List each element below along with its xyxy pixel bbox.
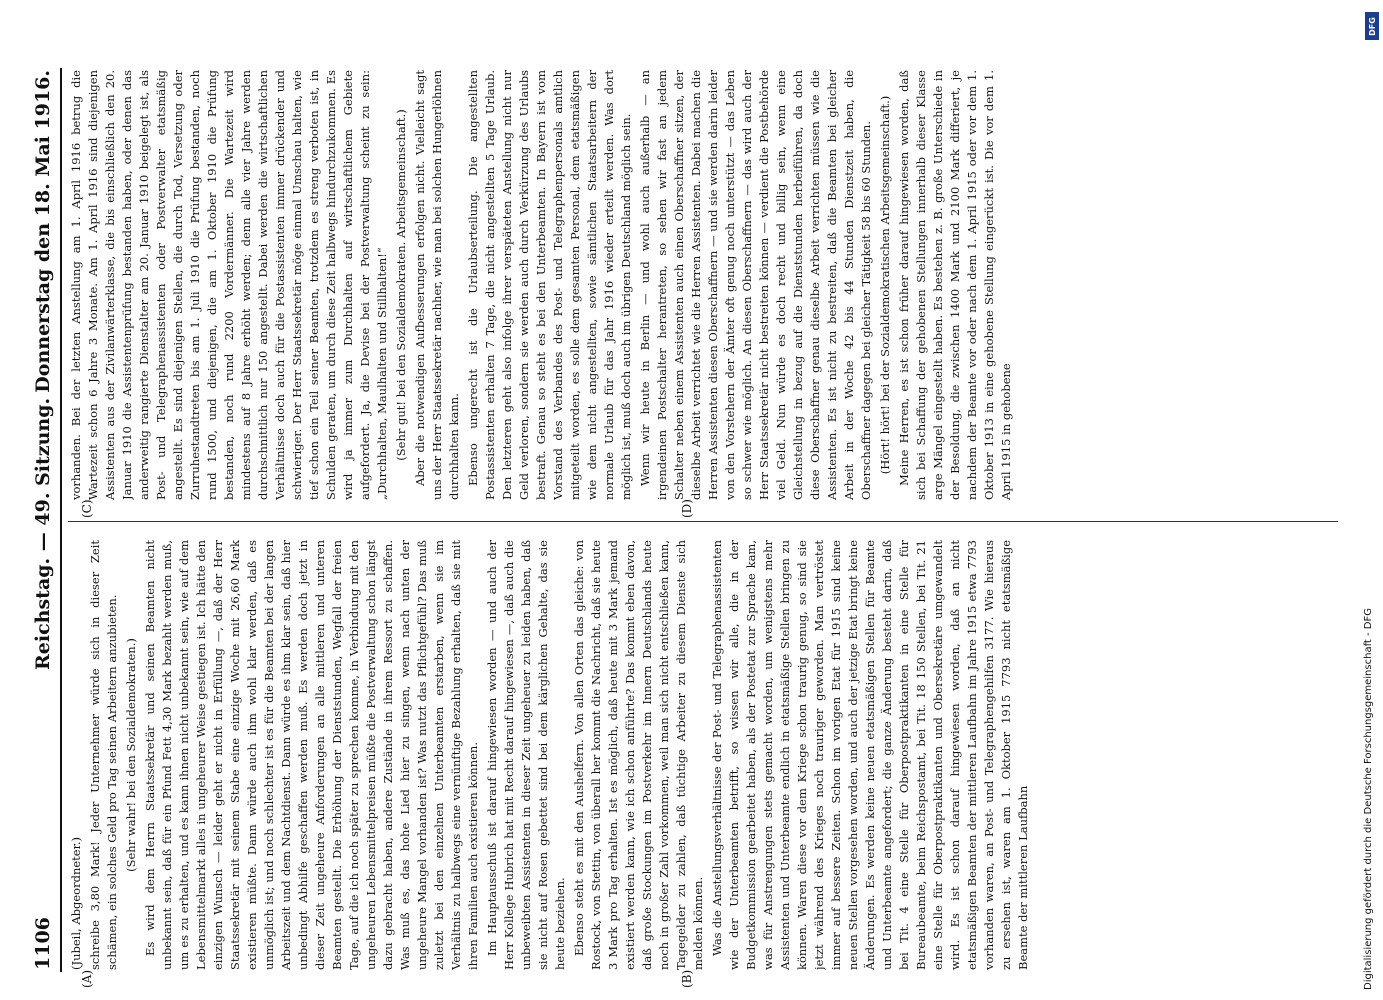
rotated-page [20, 50, 1360, 990]
margin-marker-d: (D) [680, 499, 694, 518]
paragraph: (Sehr wahr! bei den Sozialdemokraten.) [124, 638, 138, 872]
margin-marker-c: (C) [80, 499, 94, 518]
paragraph: Aber die notwendigen Aufbesserungen erfolgen nicht. Vielleicht sagt uns der Herr Staatssekretär nachher, wie man bei solchen Hungerlöhnen durchhalten kann. [413, 70, 461, 500]
header-rule [60, 68, 62, 972]
paragraph: (Sehr gut! bei den Sozialdemokraten. Arbeitsgemeinschaft.) [394, 109, 408, 461]
paragraph: vorhanden. Bei der letzten Anstellung am 1. April 1916 betrug die Wartezeit schon 6 Jahre 3 Monate. Am 1. April 1916 sind diejenigen Assistenten aus der Zivilanwärterklasse, die bis einschließlich den 20. Januar 1910 die Assistentenprüfung bestanden haben, oder denen das anderweitig rangierte Dienstalter am 20. Januar 1910 beigelegt ist, als Post- und Telegraphenassistenten oder Postverwalter etatsmäßig angestellt. Es sind diejenigen Stellen, die durch Tod, Versetzung oder Zurruhestandtreten bis am 1. Juli 1910 die Prüfung bestanden, noch rund 1500, und diejenigen, die am 1. Oktober 1910 die Prüfung bestanden, noch rund 2200 Vordermänner. Die Wartezeit wird mindestens auf 8 Jahre erhöht werden; denn alle vier Jahre werden durchschnittlich nur 150 angestellt. Dabei werden die wirtschaftlichen Verhältnisse doch auch für die Postassistenten immer drückender und schwieriger. Der Herr Staatssekretär möge einmal Umschau halten, wie tief schon ein Teil seiner Beamten, trotzdem es streng verboten ist, in Schulden geraten, um durch diese Zeit halbwegs hindurchzukommen. Es wird ja immer zum Durchhalten auf wirtschaftlichem Gebiete aufgefordert. Ja, die Devise bei der Postverwaltung scheint zu sein: „Durchhalten, Maulhalten und Stillhalten!“ [69, 70, 389, 500]
left-column [68, 540, 1348, 970]
right-column [68, 70, 1348, 500]
paragraph: Es wird dem Herrn Staatssekretär und seinen Beamten nicht unbekannt sein, daß für ein Pfund Fett 4,30 Mark bezahlt werden muß, um es zu erhalten, und es kann ihnen nicht unbekannt sein, wie auf dem Lebensmittelmarkt alles in ungeheurer Weise gestiegen ist. Ich hätte den einzigen Wunsch — leider geht er nicht in Erfüllung —, daß der Herr Staatssekretär mit seinem Stabe eine einzige Woche mit 26,60 Mark existieren müßte. Dann würde auch ihm wohl klar werden, daß es unmöglich ist; und noch schlechter ist es für die Beamten bei der langen Arbeitszeit und dem Nachtdienst. Dann würde es ihm klar sein, daß hier unbedingt Abhilfe geschaffen werden muß. Es werden doch jetzt in dieser Zeit ungeheure Anforderungen an alle mittleren und unteren Beamten gestellt. Die Erhöhung der Dienststunden, Wegfall der freien Tage, auf die ich noch später zu sprechen komme, in Verbindung mit den ungeheuren Lebensmittelpreisen müßte die Postverwaltung schon längst dazu gebracht haben, andere Zustände in ihrem Ressort zu schaffen. Was muß es, das hohe Lied hier zu singen, wenn nach unten der ungeheure Mangel vorhanden ist? Was nutzt das Pflichtgefühl? Das muß zuletzt bei den einzelnen Unterbeamten erstarben, wenn sie im Verhältnis zu halbwegs eine vernünftige Bezahlung erhalten, daß sie mit ihren Familien auch existieren können. [143, 540, 480, 970]
digitization-credit [1360, 10, 1378, 990]
paragraph: Meine Herren, es ist schon früher darauf hingewiesen worden, daß sich bei Schaffung der gehobenen Stellungen innerhalb dieser Klasse arge Mängel eingestellt haben. Es bestehen z. B. große Unterschiede in der Besoldung, die zwischen 1400 Mark und 2100 Mark differiert, je nachdem der Beamte vor oder nach dem 1. April 1915 oder vor dem 1. Oktober 1913 in eine gehobene Stellung eingerückt ist. Die vor dem 1. April 1915 in gehobene [897, 70, 1013, 500]
paragraph: (Hört! hört! bei der Sozialdemokratischen Arbeitsgemeinschaft.) [878, 95, 892, 475]
dfg-logo-text: DFG [1367, 16, 1377, 36]
page-header [28, 70, 58, 970]
paragraph: Ebenso steht es mit den Aushelfern. Von allen Orten das gleiche: von Rostock, von Stettin, von überall her kommt die Nachricht, daß sie heute 3 Mark pro Tag erhalten. Ist es möglich, daß heute mit 3 Mark jemand existiert werden kann, wie ich schon anführte? Das kommt eben davon, daß große Stockungen im Postverkehr im Innern Deutschlands heute noch in großer Zahl vorkommen, weil man sich nicht entschließen kann, Tagegelder zu zahlen, daß tüchtige Arbeiter zu diesem Dienste sich melden können. [572, 540, 705, 970]
margin-marker-a: (A) [80, 969, 94, 988]
paragraph: schreibe 3,80 Mark! Jeder Unternehmer würde sich in dieser Zeit schämen, ein solches Geld pro Tag seinen Arbeitern anzubieten. [88, 540, 119, 970]
session-date: Donnerstag den 18. Mai 1916. [32, 70, 54, 393]
paragraph: Was die Anstellungsverhältnisse der Post- und Telegraphenassistenten wie der Unterbeamten betrifft, so wissen wir alle, die in der Budgetkommission gearbeitet haben, als der Postetat zur Sprache kam, was für Anstrengungen stets gemacht worden, um wenigstens mehr Assistenten und Unterbeamte endlich in etatsmäßige Stellen bringen zu können. Waren diese vor dem Kriege schon traurig genug, so sind sie jetzt während des Krieges noch trauriger geworden. Man vertröstet immer auf bessere Zeiten. Schon im vorigen Etat für 1915 sind keine neuen Stellen vorgesehen worden, und auch der jetzige Etat bringt keine Änderungen. Es werden keine neuen etatsmäßigen Stellen für Beamte und Unterbeamte angefordert; die ganze Änderung besteht darin, daß bei Tit. 4 eine Stelle für Oberpostpraktikanten in eine Stelle für Bureaubeamte, beim Reichspostamt, bei Tit. 18 150 Stellen, bei Tit. 21 eine Stelle für Oberpostpraktikanten und Obersekretäre umgewandelt wird. Es ist schon darauf hingewiesen worden, daß an nicht etatsmäßigen Beamten der mittleren Laufbahn im Jahre 1915 etwa 7793 vorhanden waren, an Post- und Telegraphengehilfen 3177. Wie hieraus zu ersehen ist, waren am 1. Oktober 1915 7793 nicht etatsmäßige Beamte der mittleren Laufbahn [710, 540, 1030, 970]
dfg-logo [1365, 12, 1379, 40]
paragraph: Im Hauptausschuß ist darauf hingewiesen worden — und auch der Herr Kollege Hubrich hat mit Recht darauf hingewiesen —, daß auch die unbeweibten Assistenten in dieser Zeit ungeheuer zu leiden haben, daß sie nicht auf Rosen gebettet sind bei dem kärglichen Gehalte, das sie heute beziehen. [485, 540, 567, 970]
column-divider [68, 521, 1338, 522]
credit-text: Digitalisierung gefördert durch die Deutsche Forschungsgemeinschaft - DFG [1363, 607, 1374, 990]
paragraph: Wenn wir heute in Berlin — und wohl auch außerhalb — an irgendeinen Postschalter herantreten, so sehen wir fast an jedem Schalter neben einem Assistenten auch einen Oberschaffner sitzen, der dieselbe Arbeit verrichtet wie die Herren Assistenten. Dabei machen die Herren Assistenten diesen Oberschaffnern — und sie werden darin leider von den Vorstehern der Ämter oft genug noch unterstützt — das Leben so schwer wie möglich. An diesen Oberschaffnern — das wird auch der Herr Staatssekretär nicht bestreiten können — verdient die Postbehörde viel Geld. Nun würde es doch recht und billig sein, wenn eine Gleichstellung in bezug auf die Dienststunden herbeiführen, da doch diese Oberschaffner genau dieselbe Arbeit verrichten müssen wie die Assistenten. Es ist nicht zu bestreiten, daß die Beamten bei gleicher Arbeit in der Woche 42 bis 44 Stunden Dienstzeit haben, die Oberschaffner dagegen bei gleicher Tätigkeit 58 bis 60 Stunden. [638, 70, 873, 500]
paragraph: (Jubeil, Abgeordneter.) [69, 837, 83, 970]
page-number: 1106 [32, 917, 54, 970]
margin-marker-b: (B) [680, 969, 694, 988]
paragraph: Ebenso ungerecht ist die Urlaubserteilung. Die angestellten Postassistenten erhalten 7 Tage, die nicht angestellten 5 Tage Urlaub. Den letzteren geht also infolge ihrer verspäteten Anstellung nicht nur Geld verloren, sondern sie werden auch durch Verkürzung des Urlaubs bestraft. Genau so steht es bei den Unterbeamten. In Bayern ist vom Vorstand des Verbandes des Post- und Telegraphenpersonals amtlich mitgeteilt worden, es solle dem gesamten Personal, dem etatsmäßigen wie dem nicht angestellten, sowie sämtlichen Staatsarbeitern der normale Urlaub für das Jahr 1916 wieder erteilt werden. Was dort möglich ist, muß doch auch im übrigen Deutschland möglich sein. [466, 70, 633, 500]
session-title: Reichstag. — 49. Sitzung. [32, 397, 54, 670]
